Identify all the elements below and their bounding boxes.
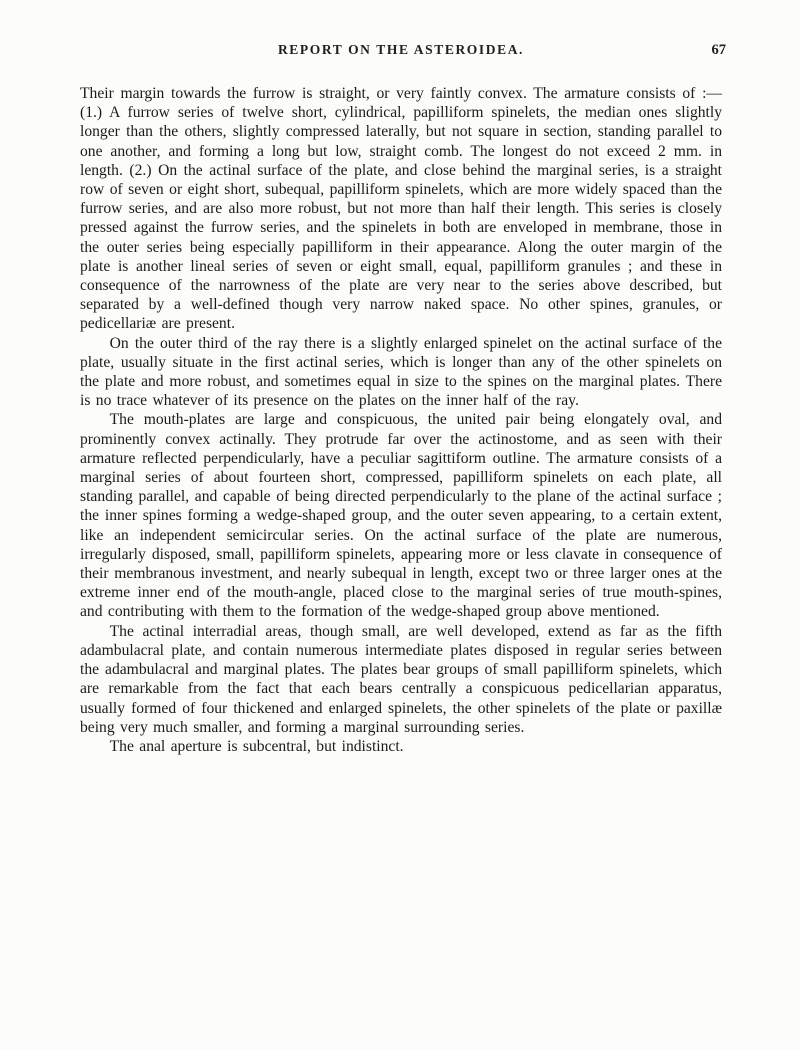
running-header bbox=[80, 42, 726, 64]
body-text bbox=[80, 84, 722, 756]
paragraph-enlarged-spinelet: On the outer third of the ray there is a slightly enlarged spinelet on the actinal surface of the plate, usually situate in the first actinal series, which is longer than any of the other spinelets on the plate and more robust, and sometimes equal in size to the spines on the marginal plates. There is no trace whatever of its presence on the plates on the inner half of the ray. bbox=[80, 334, 722, 410]
page-number: 67 bbox=[711, 42, 726, 58]
paragraph-anal-aperture: The anal aperture is subcentral, but indistinct. bbox=[109, 737, 404, 755]
paragraph-actinal-interradial-areas: The actinal interradial areas, though small, are well developed, extend as far as the fifth adambulacral plate, and contain numerous intermediate plates disposed in regular series between the adambulacral and marginal plates. The plates bear groups of small papilliform spinelets, which are remarkable from the fact that each bears centrally a conspicuous pedicellarian apparatus, usually formed of four thickened and enlarged spinelets, the other spinelets of the plate or paxillæ being very much smaller, and forming a marginal surrounding series. bbox=[80, 622, 722, 736]
paragraph-armature-description: Their margin towards the furrow is straight, or very faintly convex. The armature consists of :—(1.) A furrow series of twelve short, cylindrical, papilliform spinelets, the median ones slightly longer than the others, slightly compressed laterally, but not square in section, standing parallel to one another, and forming a long but low, straight comb. The longest do not exceed 2 mm. in length. (2.) On the actinal surface of the plate, and close behind the marginal series, is a straight row of seven or eight short, subequal, papilliform spinelets, which are more widely spaced than the furrow series, and are also more robust, but not more than half their length. This series is closely pressed against the furrow series, and the spinelets in both are enveloped in membrane, those in the outer series being especially papilliform in their appearance. Along the outer margin of the plate is another lineal series of seven or eight small, equal, papilliform granules ; and these in consequence of the narrowness of the plate are very near to the series above described, but separated by a well-defined though very narrow naked space. No other spines, granules, or pedicellariæ are present. bbox=[80, 85, 722, 333]
paragraph-mouth-plates: The mouth-plates are large and conspicuous, the united pair being elongately oval, and prominently convex actinally. They protrude far over the actinostome, and as seen with their armature reflected perpendicularly, have a peculiar sagittiform outline. The armature consists of a marginal series of about fourteen short, compressed, papilliform spinelets on each plate, all standing parallel, and capable of being directed perpendicularly to the plane of the actinal surface ; the inner spines forming a wedge-shaped group, and the outer seven appearing, to a certain extent, like an independent semicircular series. On the actinal surface of the plate are numerous, irregularly disposed, small, papilliform spinelets, appearing more or less clavate in consequence of their membranous investment, and nearly subequal in length, except two or three larger ones at the extreme inner end of the mouth-angle, placed close to the marginal series of true mouth-spines, and contributing with them to the formation of the wedge-shaped group above mentioned. bbox=[80, 411, 722, 621]
header-title: REPORT ON THE ASTEROIDEA. bbox=[277, 42, 525, 57]
